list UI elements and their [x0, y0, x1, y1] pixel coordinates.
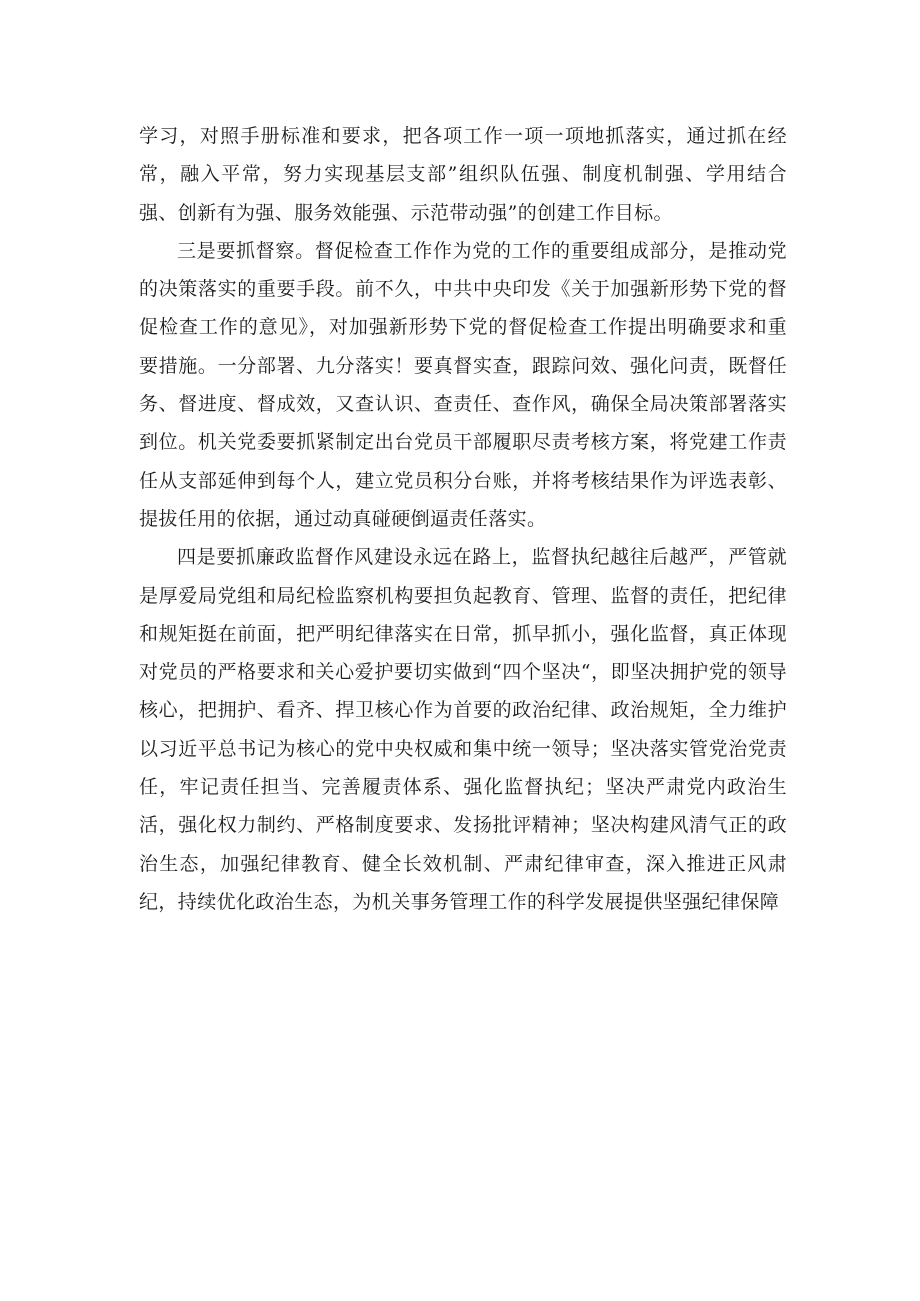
paragraph-supervision: 三是要抓督察。督促检查工作作为党的工作的重要组成部分，是推动党的决策落实的重要手段。前不久，中共中央印发《关于加强新形势下党的督促检查工作的意见》，对加强新形势下党的督促检查工作提出明确要求和重要措施。一分部署、九分落实！要真督实查，跟踪问效、强化问责，既督任务、督进度、督成效，又查认识、查责任、查作风，确保全局决策部署落实到位。机关党委要抓紧制定出台党员干部履职尽责考核方案，将党建工作责任从支部延伸到每个人，建立党员积分台账，并将考核结果作为评选表彰、提拔任用的依据，通过动真碰硬倒逼责任落实。 [139, 239, 787, 530]
paragraph-continuation: 学习，对照手册标准和要求，把各项工作一项一项地抓落实，通过抓在经常，融入平常，努力实现基层支部”组织队伍强、制度机制强、学用结合强、创新有为强、服务效能强、示范带动强”的创建工作目标。 [139, 125, 787, 224]
paragraph-integrity: 四是要抓廉政监督作风建设永远在路上，监督执纪越往后越严，严管就是厚爱局党组和局纪检监察机构要担负起教育、管理、监督的责任，把纪律和规矩挺在前面，把严明纪律落实在日常，抓早抓小，强化监督，真正体现对党员的严格要求和关心爱护要切实做到“四个坚决“，即坚决拥护党的领导核心，把拥护、看齐、捍卫核心作为首要的政治纪律、政治规矩，全力维护以习近平总书记为核心的党中央权威和集中统一领导；坚决落实管党治党责任，牢记责任担当、完善履责体系、强化监督执纪；坚决严肃党内政治生活，强化权力制约、严格制度要求、发扬批评精神；坚决构建风清气正的政治生态，加强纪律教育、健全长效机制、严肃纪律审查，深入推进正风肃纪，持续优化政治生态，为机关事务管理工作的科学发展提供坚强纪律保障 [139, 546, 787, 913]
document-body [139, 117, 787, 921]
